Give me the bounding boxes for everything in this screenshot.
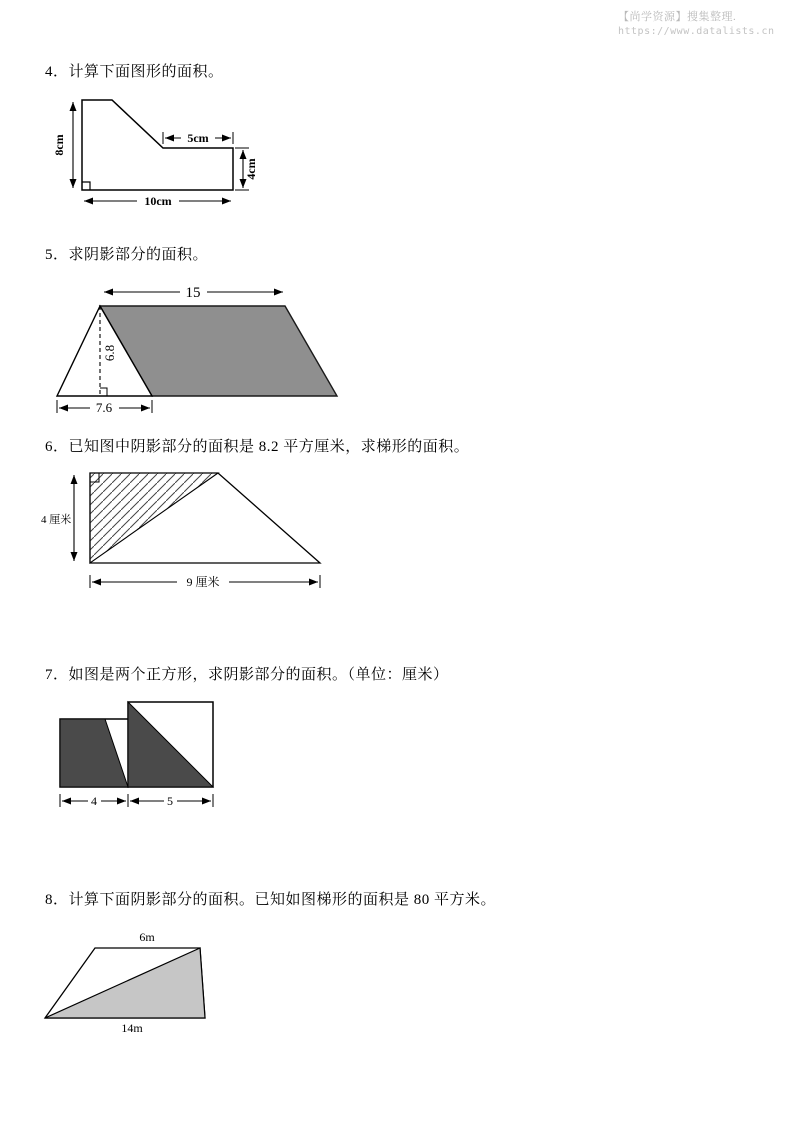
watermark-url: https://www.datalists.cn: [618, 26, 775, 37]
dim-label-top: 15: [185, 285, 201, 301]
height-label: 6.8: [102, 344, 117, 362]
figure-5: [40, 281, 362, 421]
problem-4-text: 4．计算下面图形的面积。: [45, 64, 224, 80]
dim-label-bottom: 14m: [121, 1021, 143, 1035]
dim-label-left: 4 厘米: [41, 514, 72, 526]
figure-6: [40, 465, 342, 597]
dim-label-middle: 5cm: [187, 131, 209, 145]
watermark: [618, 8, 775, 37]
dim-label-bottom: 9 厘米: [186, 575, 220, 589]
problem-8-text: 8．计算下面阴影部分的面积。已知如图梯形的面积是 80 平方米。: [45, 892, 497, 908]
problem-5-text: 5．求阴影部分的面积。: [45, 247, 209, 263]
dim-label-right-square: 5: [167, 794, 173, 808]
dim-label-bottom: 10cm: [144, 194, 172, 208]
dim-label-top: 6m: [139, 930, 155, 944]
watermark-source: 【尚学资源】搜集整理.: [618, 11, 737, 23]
problem-6-text: 6．已知图中阴影部分的面积是 8.2 平方厘米，求梯形的面积。: [45, 439, 470, 455]
dim-label-right: 4cm: [244, 158, 258, 180]
dim-label-left-square: 4: [91, 794, 97, 808]
problem-7-text: 7．如图是两个正方形，求阴影部分的面积。（单位：厘米）: [45, 667, 449, 683]
base-label: 7.6: [95, 400, 113, 415]
figure-8: [35, 918, 257, 1036]
dim-label-left: 8cm: [52, 134, 66, 156]
figure-7: [45, 695, 230, 817]
figure-4: [40, 88, 272, 216]
